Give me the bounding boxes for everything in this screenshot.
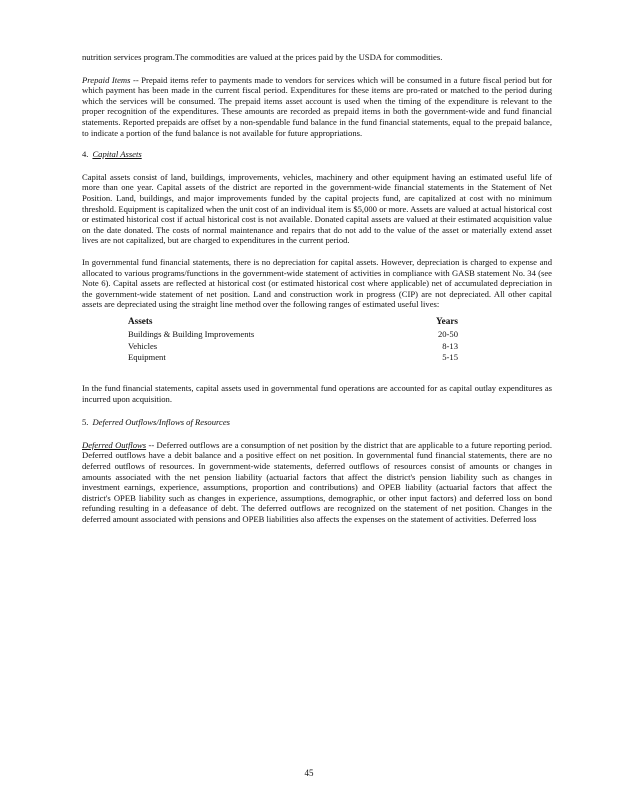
- table-row: [128, 329, 458, 340]
- prepaid-items-paragraph: [82, 75, 552, 139]
- table-row: [128, 341, 458, 352]
- deferred-title: Deferred Outflows/Inflows of Resources: [92, 417, 231, 428]
- page-number: 45: [304, 768, 314, 778]
- asset-name: Equipment: [128, 351, 166, 362]
- useful-lives-table: [128, 316, 458, 363]
- capital-assets-paragraph-1: Capital assets consist of land, buildings, improvements, vehicles, machinery and other equipment having an estimated useful life of more than one year. Capital assets of the district are reported in the government-wide financial statements in the Statement of Net Position. Land, buildings, and major improvements funded by the capital projects fund, are capitalized at cost with no minimum threshold. Equipment is capitalized when the unit cost of an individual item is $5,000 or more. Assets are valued at actual historical cost or estimated historical cost if actual historical cost is not available. Donated capital assets are valued at their estimated acquisition value on the date donated. The costs of normal maintenance and repairs that do not add to the value of the asset or materially extend asset lives are not capitalized, but are charged to expenditures in the current period.: [82, 171, 552, 246]
- years-column-header: Years: [436, 315, 458, 326]
- assets-column-header: Assets: [128, 315, 153, 326]
- capital-assets-number: 4.: [82, 149, 89, 160]
- document-page: [82, 52, 552, 536]
- deferred-outflows-paragraph: [82, 440, 552, 525]
- table-row: [128, 352, 458, 363]
- useful-lives-table-header: [128, 316, 458, 327]
- prepaid-items-text: -- Prepaid items refer to payments made to vendors for services which will be consumed in a future fiscal period but for which payment has been made in the current fiscal period. Expenditures for these items are pro-rated or matched to the period during which the services will be consumed. The prepaid items asset account is used when the timing of the expenditure is relevant to the proper recognition of the expenditures. These amounts are recorded as prepaid items in both the government-wide and fund financial statements. Reported prepaids are offset by a non-spendable fund balance in the fund financial statements, equal to the prepaid balance, to indicate a portion of the fund balance is not available for future appropriations.: [82, 74, 552, 138]
- asset-name: Vehicles: [128, 340, 158, 351]
- capital-assets-heading: [82, 149, 552, 160]
- asset-years: 8-13: [442, 340, 458, 351]
- deferred-number: 5.: [82, 417, 89, 428]
- intro-paragraph: nutrition services program.The commodities are valued at the prices paid by the USDA for commodities.: [82, 52, 443, 62]
- deferred-heading: [82, 417, 552, 428]
- capital-assets-paragraph-3: In the fund financial statements, capital assets used in governmental fund operations are accounted for as capital outlay expenditures as incurred upon acquisition.: [82, 383, 552, 404]
- asset-years: 20-50: [437, 329, 458, 340]
- prepaid-items-lead: Prepaid Items: [82, 74, 131, 85]
- asset-name: Buildings & Building Improvements: [128, 329, 255, 340]
- asset-years: 5-15: [442, 351, 458, 362]
- capital-assets-paragraph-2: In governmental fund financial statements, there is no depreciation for capital assets. However, depreciation is charged to expense and allocated to various programs/functions in the government-wide statement of activities in compliance with GASB statement No. 34 (see Note 6). Capital assets are reflected at historical cost (or estimated historical cost where applicable) net of accumulated depreciation in the government-wide statement of net position. Land and construction work in progress (CIP) are not depreciated. All other capital assets are depreciated using the straight line method over the following ranges of estimated useful lives:: [82, 256, 552, 310]
- deferred-outflows-text: -- Deferred outflows are a consumption of net position by the district that are applicable to a future reporting period. Deferred outflows have a debit balance and a positive effect on net position. In governmental fund financial statements, there are no deferred outflows of resources. In government-wide statements, deferred outflows of resources consist of amounts or changes in amounts associated with the net pension liability (actuarial factors that affect the district's pension liability such as changes in investment earnings, experience, assumptions, proportion and contributions) and OPEB liability (actuarial factors that affect the district's OPEB liability such as changes in experience, assumptions, demographic, or other input factors) and deferred loss on bond refunding resulting in a defeasance of debt. The deferred outflows are recognized on the statement of net position. Changes in the deferred amount associated with pensions and OPEB liabilities also affects the expenses on the statement of activities. Deferred loss: [82, 439, 552, 525]
- deferred-outflows-lead: Deferred Outflows: [82, 439, 147, 450]
- capital-assets-title: Capital Assets: [92, 149, 142, 160]
